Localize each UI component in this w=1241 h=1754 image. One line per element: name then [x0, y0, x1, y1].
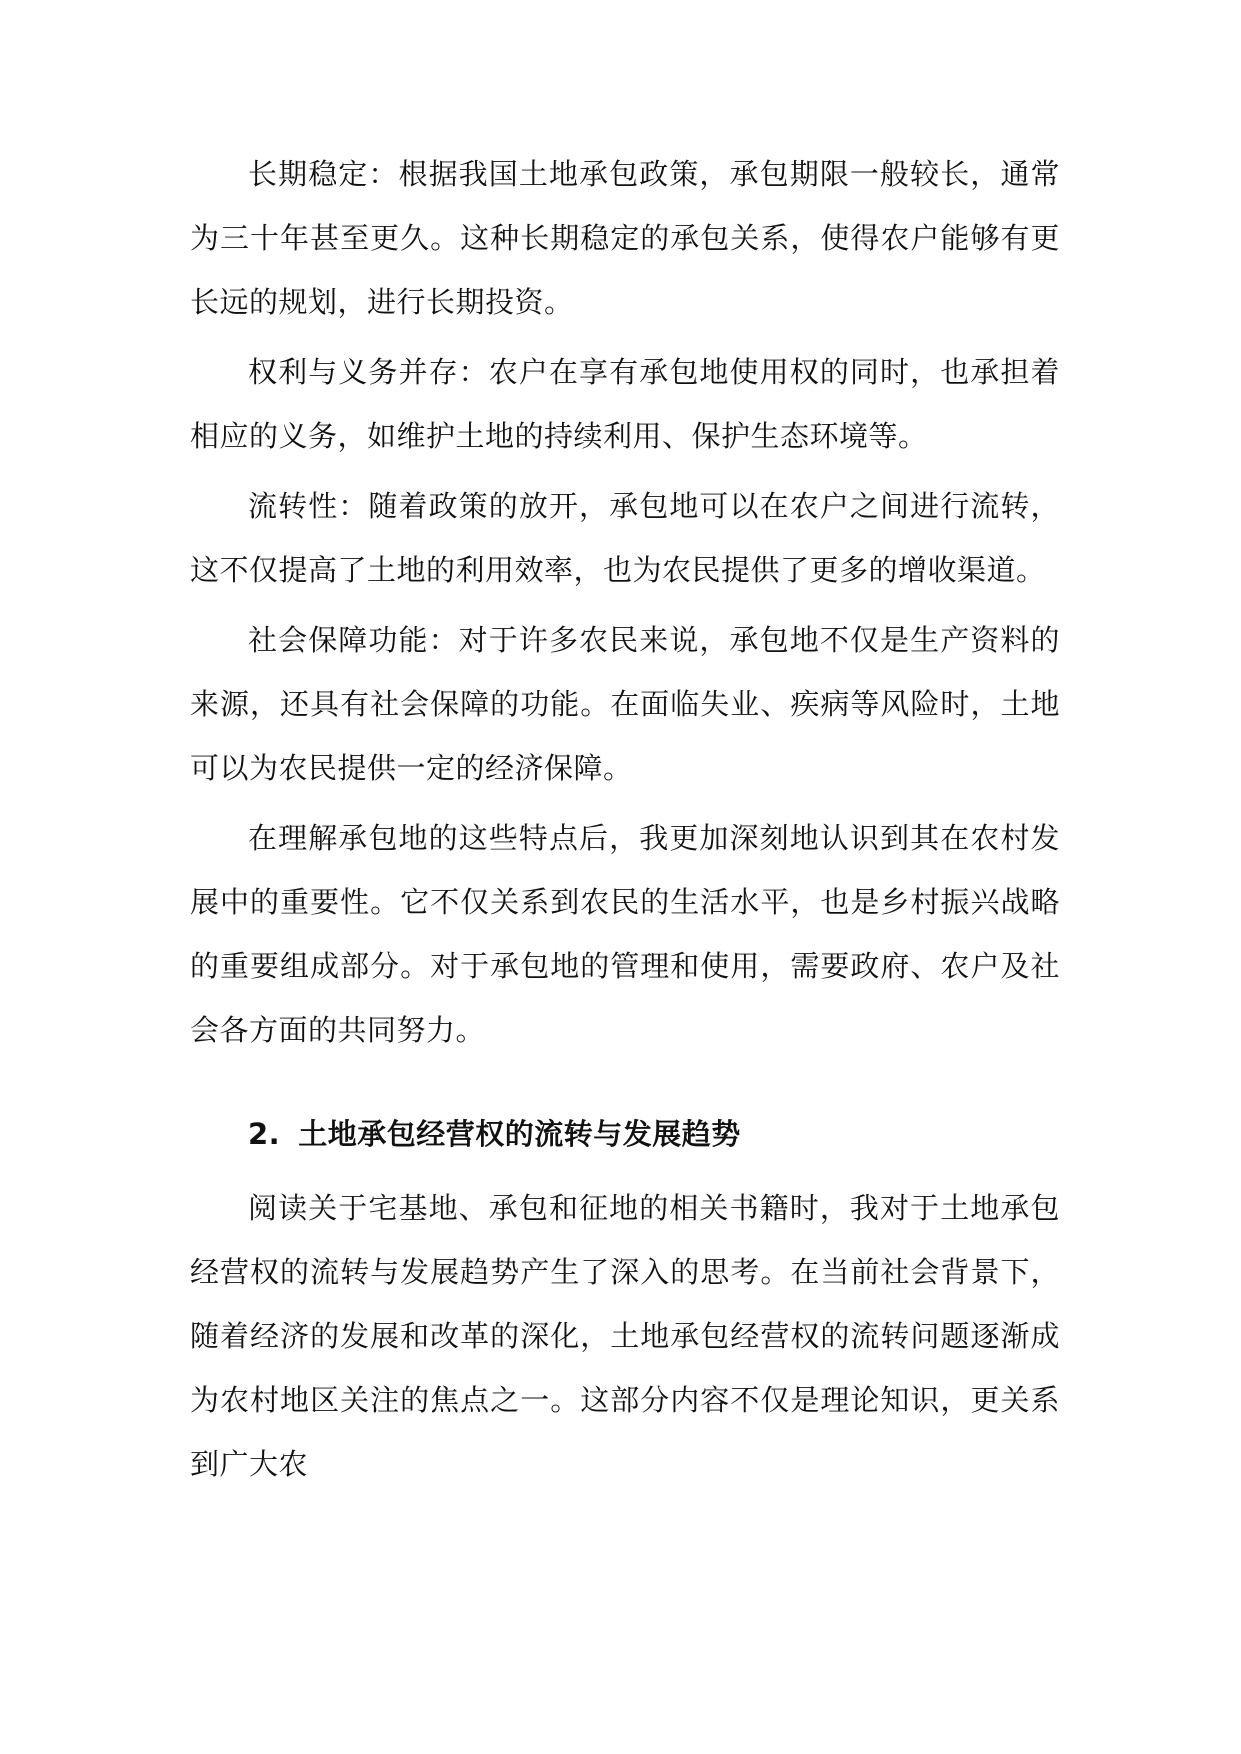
section-title: 土地承包经营权的流转与发展趋势 [298, 1117, 741, 1151]
section-heading [190, 1102, 1060, 1166]
paragraph-long-term-stability: 长期稳定：根据我国土地承包政策，承包期限一般较长，通常为三十年甚至更久。这种长期稳定的承包关系，使得农户能够有更长远的规划，进行长期投资。 [190, 157, 1060, 319]
paragraph-rights-and-obligations: 权利与义务并存：农户在享有承包地使用权的同时，也承担着相应的义务，如维护土地的持续利用、保护生态环境等。 [190, 355, 1060, 453]
page-content [190, 142, 1060, 1496]
paragraph-social-security: 社会保障功能：对于许多农民来说，承包地不仅是生产资料的来源，还具有社会保障的功能。在面临失业、疾病等风险时，土地可以为农民提供一定的经济保障。 [190, 623, 1060, 785]
section-number: 2. [248, 1117, 281, 1151]
paragraph-reflection: 在理解承包地的这些特点后，我更加深刻地认识到其在农村发展中的重要性。它不仅关系到农民的生活水平，也是乡村振兴战略的重要组成部分。对于承包地的管理和使用，需要政府、农户及社会各方面的共同努力。 [190, 821, 1060, 1047]
paragraph-reading-reflection: 阅读关于宅基地、承包和征地的相关书籍时，我对于土地承包经营权的流转与发展趋势产生了深入的思考。在当前社会背景下，随着经济的发展和改革的深化，土地承包经营权的流转问题逐渐成为农村地区关注的焦点之一。这部分内容不仅是理论知识，更关系到广大农 [190, 1191, 1060, 1481]
paragraph-transferability: 流转性：随着政策的放开，承包地可以在农户之间进行流转，这不仅提高了土地的利用效率，也为农民提供了更多的增收渠道。 [190, 489, 1060, 587]
